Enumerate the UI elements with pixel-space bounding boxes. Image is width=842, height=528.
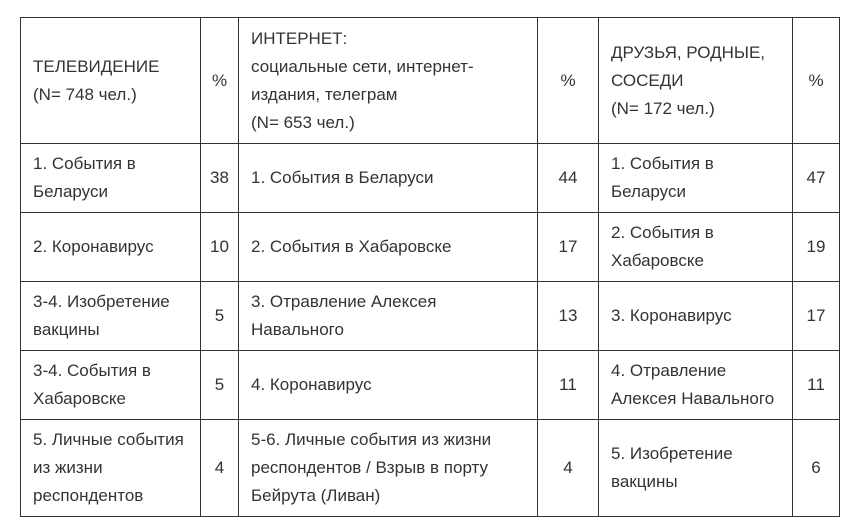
cell-tv-topic: 3-4. События в Хабаровске: [21, 351, 201, 420]
header-internet-count: (N= 653 чел.): [251, 112, 355, 132]
cell-internet-topic: 1. События в Беларуси: [239, 144, 538, 213]
cell-friends-topic: 1. События в Беларуси: [599, 144, 793, 213]
header-tv-title: ТЕЛЕВИДЕНИЕ: [33, 56, 160, 76]
table-header-row: [21, 18, 840, 144]
cell-internet-percent: 11: [538, 351, 599, 420]
cell-internet-percent: 44: [538, 144, 599, 213]
header-internet-title: ИНТЕРНЕТ:: [251, 28, 348, 48]
cell-friends-topic: 3. Коронавирус: [599, 282, 793, 351]
cell-friends-percent: 19: [793, 213, 840, 282]
header-tv: [21, 18, 201, 144]
cell-tv-topic: 3-4. Изобретение вакцины: [21, 282, 201, 351]
cell-tv-topic: 1. События в Беларуси: [21, 144, 201, 213]
header-tv-count: (N= 748 чел.): [33, 84, 137, 104]
cell-tv-topic: 2. Коронавирус: [21, 213, 201, 282]
header-tv-percent: %: [201, 18, 239, 144]
cell-internet-percent: 4: [538, 420, 599, 517]
cell-friends-topic: 2. События в Хабаровске: [599, 213, 793, 282]
header-internet-percent: %: [538, 18, 599, 144]
cell-internet-topic: 5-6. Личные события из жизни респондентов / Взрыв в порту Бейрута (Ливан): [239, 420, 538, 517]
header-internet-desc-line1: социальные сети, интернет-: [251, 56, 474, 76]
cell-internet-percent: 17: [538, 213, 599, 282]
header-internet-desc-line2: издания, телеграм: [251, 84, 398, 104]
cell-tv-percent: 10: [201, 213, 239, 282]
cell-internet-topic: 2. События в Хабаровске: [239, 213, 538, 282]
cell-internet-topic: 3. Отравление Алексея Навального: [239, 282, 538, 351]
header-friends-title-line2: СОСЕДИ: [611, 70, 684, 90]
cell-friends-percent: 47: [793, 144, 840, 213]
header-friends: [599, 18, 793, 144]
table-row: [21, 351, 840, 420]
header-internet: [239, 18, 538, 144]
cell-tv-percent: 4: [201, 420, 239, 517]
cell-tv-percent: 5: [201, 282, 239, 351]
cell-tv-percent: 5: [201, 351, 239, 420]
table-row: [21, 420, 840, 517]
cell-tv-topic: 5. Личные события из жизни респондентов: [21, 420, 201, 517]
cell-tv-percent: 38: [201, 144, 239, 213]
cell-friends-percent: 6: [793, 420, 840, 517]
table-row: [21, 282, 840, 351]
cell-friends-percent: 17: [793, 282, 840, 351]
header-friends-count: (N= 172 чел.): [611, 98, 715, 118]
cell-friends-topic: 4. Отравление Алексея Навального: [599, 351, 793, 420]
header-friends-percent: %: [793, 18, 840, 144]
table-row: [21, 144, 840, 213]
cell-friends-percent: 11: [793, 351, 840, 420]
cell-friends-topic: 5. Изобретение вакцины: [599, 420, 793, 517]
cell-internet-topic: 4. Коронавирус: [239, 351, 538, 420]
table-row: [21, 213, 840, 282]
header-friends-title-line1: ДРУЗЬЯ, РОДНЫЕ,: [611, 42, 766, 62]
survey-table: [20, 17, 840, 517]
cell-internet-percent: 13: [538, 282, 599, 351]
